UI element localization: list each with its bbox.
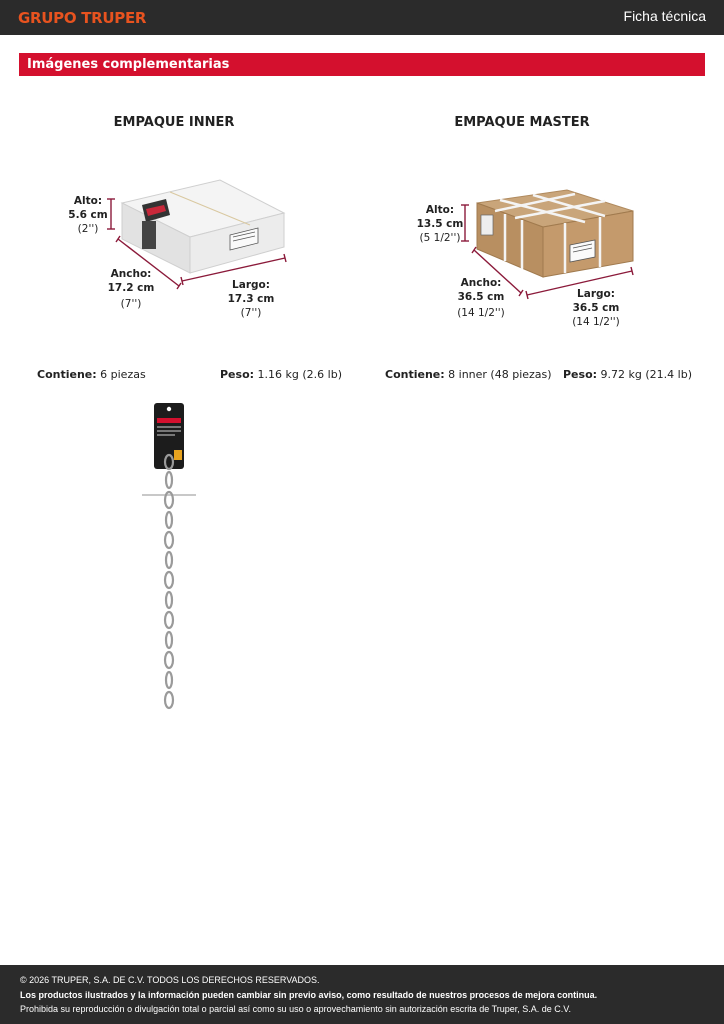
master-peso: Peso: 9.72 kg (21.4 lb): [563, 368, 692, 381]
brand-logo: GRUPO TRUPER: [18, 9, 147, 27]
inner-heading: EMPAQUE INNER: [113, 115, 235, 130]
inner-alto-dimension: Alto: 5.6 cm (2''): [68, 195, 108, 235]
footer: [0, 965, 724, 1024]
chain-product-image: [138, 400, 200, 710]
footer-prohibition: Prohibida su reproducción o divulgación total o parcial así como su uso o aprovechamiento sin autorización escrita de Truper, S.A. de C.V.: [20, 1004, 571, 1014]
master-heading: EMPAQUE MASTER: [454, 115, 590, 130]
document-title: Ficha técnica: [623, 8, 706, 24]
inner-largo-dimension: Largo: 17.3 cm (7''): [227, 279, 275, 319]
master-ancho-dimension: Ancho: 36.5 cm (14 1/2''): [457, 277, 505, 319]
top-bar: [0, 0, 724, 35]
inner-peso: Peso: 1.16 kg (2.6 lb): [220, 368, 342, 381]
master-contiene: Contiene: 8 inner (48 piezas): [385, 368, 552, 381]
section-title: Imágenes complementarias: [27, 57, 230, 72]
inner-contiene: Contiene: 6 piezas: [37, 368, 146, 381]
footer-notice: Los productos ilustrados y la información pueden cambiar sin previo aviso, como resultado de nuestros procesos de mejora continua.: [20, 990, 598, 1000]
section-header: [19, 53, 705, 76]
footer-copyright: © 2026 TRUPER, S.A. DE C.V. TODOS LOS DERECHOS RESERVADOS.: [20, 975, 320, 985]
master-largo-dimension: Largo: 36.5 cm (14 1/2''): [572, 288, 620, 328]
master-alto-dimension: Alto: 13.5 cm (5 1/2''): [416, 204, 464, 244]
inner-ancho-dimension: Ancho: 17.2 cm (7''): [107, 268, 155, 310]
